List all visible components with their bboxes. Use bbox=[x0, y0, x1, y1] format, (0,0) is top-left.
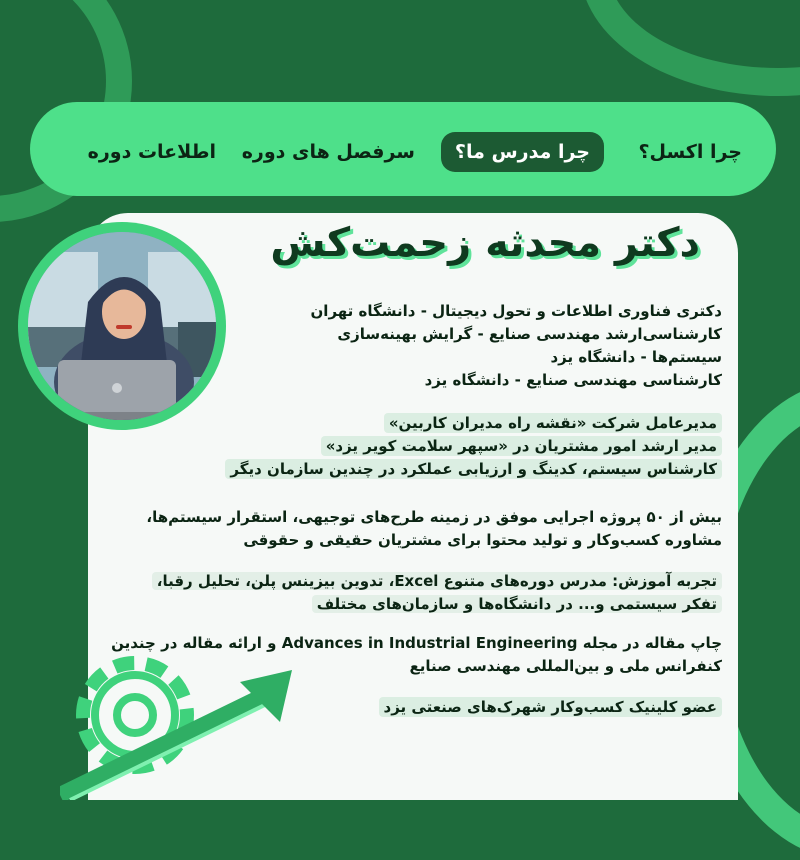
teaching-block bbox=[152, 570, 722, 616]
roles-block bbox=[225, 412, 722, 481]
avatar-frame bbox=[18, 222, 226, 430]
education-line: کارشناسی‌ارشد مهندسی صنایع - گرایش بهینه‌سازی bbox=[337, 325, 722, 343]
projects-block bbox=[146, 506, 722, 552]
tab-why-excel[interactable]: چرا اکسل؟ bbox=[638, 141, 742, 163]
growth-gear-decoration bbox=[60, 650, 320, 800]
role-line: مدیر ارشد امور مشتریان در «سپهر سلامت کویر یزد» bbox=[321, 436, 722, 456]
projects-line: بیش از ۵۰ پروژه اجرایی موفق در زمینه طرح‌های توجیهی، استقرار سیستم‌ها، bbox=[146, 508, 722, 526]
projects-line: مشاوره کسب‌وکار و تولید محتوا برای مشتریان حقیقی و حقوقی bbox=[243, 531, 722, 549]
tab-course-info[interactable]: اطلاعات دوره bbox=[87, 141, 216, 163]
education-line: سیستم‌ها - دانشگاه یزد bbox=[550, 348, 722, 366]
tab-course-syllabus[interactable]: سرفصل های دوره bbox=[241, 141, 415, 163]
membership-block bbox=[379, 696, 722, 719]
role-line: کارشناس سیستم، کدینگ و ارزیابی عملکرد در چندین سازمان دیگر bbox=[225, 459, 722, 479]
publication-line: چاپ مقاله در مجله Advances in Industrial Engineering و ارائه مقاله در چندین bbox=[111, 634, 722, 652]
background-arc bbox=[580, 0, 800, 96]
instructor-photo bbox=[28, 232, 216, 420]
teaching-line: تفکر سیستمی و... در دانشگاه‌ها و سازمان‌های مختلف bbox=[312, 595, 722, 613]
education-line: دکتری فناوری اطلاعات و تحول دیجیتال - دانشگاه تهران bbox=[310, 302, 722, 320]
publication-line: کنفرانس ملی و بین‌المللی مهندسی صنایع bbox=[409, 657, 722, 675]
membership-line: عضو کلینیک کسب‌وکار شهرک‌های صنعتی یزد bbox=[379, 697, 722, 717]
education-block bbox=[311, 300, 723, 392]
instructor-name: دکتر محدثه زحمت‌کش bbox=[270, 220, 700, 266]
tab-why-instructor[interactable]: چرا مدرس ما؟ bbox=[441, 132, 604, 172]
education-line: کارشناسی مهندسی صنایع - دانشگاه یزد bbox=[424, 371, 722, 389]
course-navigation bbox=[30, 102, 776, 196]
role-line: مدیرعامل شرکت «نقشه راه مدیران کاربین» bbox=[384, 413, 722, 433]
teaching-line: تجربه آموزش: مدرس دوره‌های متنوع Excel، تدوین بیزینس پلن، تحلیل رقبا، bbox=[152, 572, 722, 590]
avatar bbox=[28, 232, 216, 420]
